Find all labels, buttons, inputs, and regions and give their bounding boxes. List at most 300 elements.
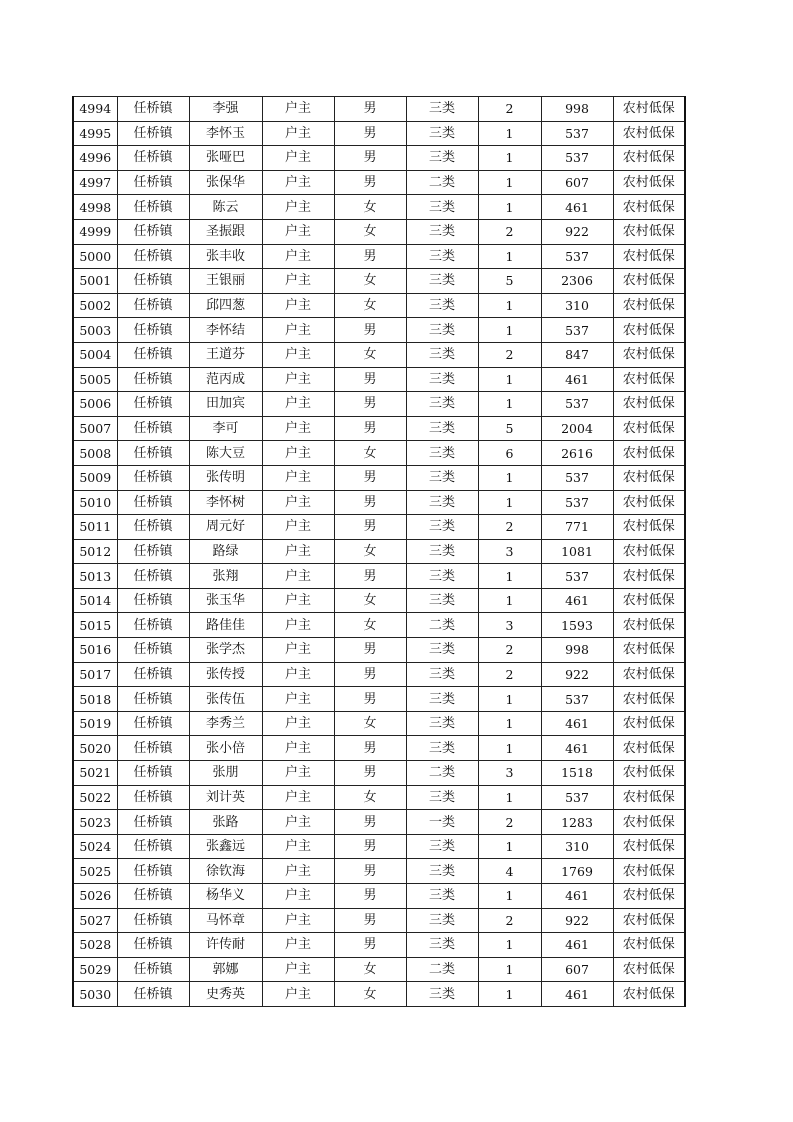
name-cell: 张保华 [189, 170, 262, 195]
town-cell: 任桥镇 [117, 588, 189, 613]
gender-cell: 男 [334, 810, 406, 835]
assistance-type-cell: 农村低保 [613, 810, 685, 835]
table-row [73, 219, 685, 244]
table-row [73, 146, 685, 171]
gender-cell: 男 [334, 490, 406, 515]
table-row [73, 244, 685, 269]
relation-cell: 户主 [262, 367, 334, 392]
amount-cell: 537 [541, 318, 613, 343]
gender-cell: 女 [334, 539, 406, 564]
household-size-cell: 1 [478, 244, 541, 269]
category-cell: 三类 [406, 195, 478, 220]
household-size-cell: 2 [478, 342, 541, 367]
category-cell: 三类 [406, 933, 478, 958]
name-cell: 李怀树 [189, 490, 262, 515]
gender-cell: 女 [334, 785, 406, 810]
gender-cell: 女 [334, 441, 406, 466]
category-cell: 三类 [406, 121, 478, 146]
assistance-type-cell: 农村低保 [613, 982, 685, 1007]
amount-cell: 537 [541, 687, 613, 712]
name-cell: 范丙成 [189, 367, 262, 392]
serial-number-cell: 5018 [73, 687, 117, 712]
category-cell: 二类 [406, 957, 478, 982]
name-cell: 王道芬 [189, 342, 262, 367]
household-size-cell: 1 [478, 957, 541, 982]
category-cell: 三类 [406, 441, 478, 466]
category-cell: 三类 [406, 465, 478, 490]
assistance-type-cell: 农村低保 [613, 170, 685, 195]
table-row [73, 859, 685, 884]
town-cell: 任桥镇 [117, 957, 189, 982]
name-cell: 张传伍 [189, 687, 262, 712]
name-cell: 陈云 [189, 195, 262, 220]
serial-number-cell: 5022 [73, 785, 117, 810]
assistance-type-cell: 农村低保 [613, 293, 685, 318]
table-row [73, 957, 685, 982]
gender-cell: 女 [334, 269, 406, 294]
table-row [73, 318, 685, 343]
category-cell: 三类 [406, 367, 478, 392]
name-cell: 王银丽 [189, 269, 262, 294]
town-cell: 任桥镇 [117, 293, 189, 318]
assistance-type-cell: 农村低保 [613, 785, 685, 810]
gender-cell: 女 [334, 195, 406, 220]
town-cell: 任桥镇 [117, 342, 189, 367]
relation-cell: 户主 [262, 933, 334, 958]
assistance-type-cell: 农村低保 [613, 367, 685, 392]
name-cell: 徐钦海 [189, 859, 262, 884]
amount-cell: 537 [541, 564, 613, 589]
assistance-type-cell: 农村低保 [613, 342, 685, 367]
relation-cell: 户主 [262, 859, 334, 884]
serial-number-cell: 5019 [73, 711, 117, 736]
amount-cell: 1283 [541, 810, 613, 835]
serial-number-cell: 5020 [73, 736, 117, 761]
gender-cell: 男 [334, 465, 406, 490]
name-cell: 张路 [189, 810, 262, 835]
category-cell: 三类 [406, 392, 478, 417]
household-size-cell: 1 [478, 687, 541, 712]
category-cell: 三类 [406, 785, 478, 810]
table-row [73, 293, 685, 318]
assistance-type-cell: 农村低保 [613, 638, 685, 663]
amount-cell: 537 [541, 785, 613, 810]
amount-cell: 2004 [541, 416, 613, 441]
relation-cell: 户主 [262, 121, 334, 146]
household-size-cell: 2 [478, 515, 541, 540]
table-row [73, 613, 685, 638]
name-cell: 张玉华 [189, 588, 262, 613]
serial-number-cell: 5013 [73, 564, 117, 589]
name-cell: 路佳佳 [189, 613, 262, 638]
amount-cell: 1518 [541, 761, 613, 786]
category-cell: 三类 [406, 662, 478, 687]
table-row [73, 170, 685, 195]
name-cell: 张哑巴 [189, 146, 262, 171]
town-cell: 任桥镇 [117, 834, 189, 859]
table-row [73, 908, 685, 933]
household-size-cell: 1 [478, 785, 541, 810]
relation-cell: 户主 [262, 957, 334, 982]
name-cell: 马怀章 [189, 908, 262, 933]
serial-number-cell: 5008 [73, 441, 117, 466]
assistance-type-cell: 农村低保 [613, 195, 685, 220]
relation-cell: 户主 [262, 711, 334, 736]
town-cell: 任桥镇 [117, 785, 189, 810]
table-row [73, 761, 685, 786]
amount-cell: 847 [541, 342, 613, 367]
relation-cell: 户主 [262, 810, 334, 835]
assistance-type-cell: 农村低保 [613, 711, 685, 736]
amount-cell: 537 [541, 465, 613, 490]
household-size-cell: 1 [478, 588, 541, 613]
household-size-cell: 1 [478, 392, 541, 417]
gender-cell: 男 [334, 392, 406, 417]
gender-cell: 男 [334, 367, 406, 392]
amount-cell: 998 [541, 97, 613, 122]
relation-cell: 户主 [262, 638, 334, 663]
amount-cell: 461 [541, 588, 613, 613]
serial-number-cell: 5030 [73, 982, 117, 1007]
relation-cell: 户主 [262, 687, 334, 712]
assistance-type-cell: 农村低保 [613, 121, 685, 146]
town-cell: 任桥镇 [117, 638, 189, 663]
serial-number-cell: 5025 [73, 859, 117, 884]
town-cell: 任桥镇 [117, 170, 189, 195]
table-row [73, 662, 685, 687]
assistance-type-cell: 农村低保 [613, 859, 685, 884]
gender-cell: 女 [334, 957, 406, 982]
category-cell: 三类 [406, 884, 478, 909]
amount-cell: 922 [541, 908, 613, 933]
gender-cell: 男 [334, 170, 406, 195]
household-size-cell: 1 [478, 711, 541, 736]
assistance-type-cell: 农村低保 [613, 908, 685, 933]
town-cell: 任桥镇 [117, 465, 189, 490]
category-cell: 三类 [406, 146, 478, 171]
name-cell: 李怀结 [189, 318, 262, 343]
amount-cell: 537 [541, 392, 613, 417]
amount-cell: 1769 [541, 859, 613, 884]
category-cell: 三类 [406, 342, 478, 367]
gender-cell: 男 [334, 121, 406, 146]
assistance-type-cell: 农村低保 [613, 736, 685, 761]
town-cell: 任桥镇 [117, 269, 189, 294]
category-cell: 一类 [406, 810, 478, 835]
assistance-type-cell: 农村低保 [613, 416, 685, 441]
serial-number-cell: 5014 [73, 588, 117, 613]
amount-cell: 461 [541, 367, 613, 392]
name-cell: 圣振跟 [189, 219, 262, 244]
gender-cell: 男 [334, 736, 406, 761]
town-cell: 任桥镇 [117, 662, 189, 687]
household-size-cell: 2 [478, 97, 541, 122]
serial-number-cell: 5001 [73, 269, 117, 294]
amount-cell: 461 [541, 195, 613, 220]
name-cell: 张学杰 [189, 638, 262, 663]
name-cell: 许传耐 [189, 933, 262, 958]
serial-number-cell: 5011 [73, 515, 117, 540]
serial-number-cell: 5029 [73, 957, 117, 982]
household-size-cell: 1 [478, 121, 541, 146]
relief-roster-table [72, 96, 686, 1007]
amount-cell: 310 [541, 834, 613, 859]
name-cell: 史秀英 [189, 982, 262, 1007]
relation-cell: 户主 [262, 195, 334, 220]
town-cell: 任桥镇 [117, 441, 189, 466]
town-cell: 任桥镇 [117, 97, 189, 122]
table-row [73, 834, 685, 859]
serial-number-cell: 5027 [73, 908, 117, 933]
household-size-cell: 1 [478, 982, 541, 1007]
name-cell: 邱四葱 [189, 293, 262, 318]
relation-cell: 户主 [262, 982, 334, 1007]
household-size-cell: 1 [478, 170, 541, 195]
gender-cell: 男 [334, 318, 406, 343]
assistance-type-cell: 农村低保 [613, 441, 685, 466]
gender-cell: 男 [334, 933, 406, 958]
gender-cell: 男 [334, 515, 406, 540]
relation-cell: 户主 [262, 441, 334, 466]
town-cell: 任桥镇 [117, 219, 189, 244]
serial-number-cell: 5015 [73, 613, 117, 638]
category-cell: 三类 [406, 859, 478, 884]
household-size-cell: 1 [478, 318, 541, 343]
gender-cell: 女 [334, 342, 406, 367]
name-cell: 李可 [189, 416, 262, 441]
amount-cell: 461 [541, 884, 613, 909]
category-cell: 三类 [406, 687, 478, 712]
household-size-cell: 1 [478, 736, 541, 761]
category-cell: 三类 [406, 539, 478, 564]
amount-cell: 461 [541, 933, 613, 958]
household-size-cell: 1 [478, 195, 541, 220]
amount-cell: 537 [541, 490, 613, 515]
town-cell: 任桥镇 [117, 318, 189, 343]
gender-cell: 男 [334, 146, 406, 171]
town-cell: 任桥镇 [117, 908, 189, 933]
serial-number-cell: 5028 [73, 933, 117, 958]
category-cell: 三类 [406, 318, 478, 343]
category-cell: 三类 [406, 564, 478, 589]
name-cell: 郭娜 [189, 957, 262, 982]
category-cell: 三类 [406, 908, 478, 933]
name-cell: 张传授 [189, 662, 262, 687]
serial-number-cell: 5000 [73, 244, 117, 269]
assistance-type-cell: 农村低保 [613, 761, 685, 786]
table-row [73, 711, 685, 736]
town-cell: 任桥镇 [117, 859, 189, 884]
serial-number-cell: 5002 [73, 293, 117, 318]
table-row [73, 195, 685, 220]
gender-cell: 男 [334, 908, 406, 933]
relation-cell: 户主 [262, 515, 334, 540]
town-cell: 任桥镇 [117, 564, 189, 589]
relation-cell: 户主 [262, 662, 334, 687]
table-row [73, 933, 685, 958]
serial-number-cell: 5021 [73, 761, 117, 786]
amount-cell: 607 [541, 170, 613, 195]
assistance-type-cell: 农村低保 [613, 490, 685, 515]
name-cell: 周元好 [189, 515, 262, 540]
serial-number-cell: 5007 [73, 416, 117, 441]
gender-cell: 男 [334, 761, 406, 786]
name-cell: 杨华义 [189, 884, 262, 909]
relation-cell: 户主 [262, 884, 334, 909]
relation-cell: 户主 [262, 564, 334, 589]
serial-number-cell: 4998 [73, 195, 117, 220]
gender-cell: 男 [334, 859, 406, 884]
gender-cell: 女 [334, 293, 406, 318]
category-cell: 二类 [406, 613, 478, 638]
table-row [73, 416, 685, 441]
name-cell: 张丰收 [189, 244, 262, 269]
amount-cell: 2306 [541, 269, 613, 294]
name-cell: 张鑫远 [189, 834, 262, 859]
relation-cell: 户主 [262, 490, 334, 515]
category-cell: 三类 [406, 982, 478, 1007]
gender-cell: 男 [334, 834, 406, 859]
relation-cell: 户主 [262, 342, 334, 367]
town-cell: 任桥镇 [117, 761, 189, 786]
gender-cell: 女 [334, 588, 406, 613]
household-size-cell: 1 [478, 884, 541, 909]
relation-cell: 户主 [262, 244, 334, 269]
assistance-type-cell: 农村低保 [613, 687, 685, 712]
table-row [73, 785, 685, 810]
town-cell: 任桥镇 [117, 736, 189, 761]
category-cell: 三类 [406, 490, 478, 515]
name-cell: 李强 [189, 97, 262, 122]
relation-cell: 户主 [262, 318, 334, 343]
table-row [73, 490, 685, 515]
household-size-cell: 2 [478, 810, 541, 835]
name-cell: 张翔 [189, 564, 262, 589]
household-size-cell: 5 [478, 416, 541, 441]
household-size-cell: 1 [478, 465, 541, 490]
amount-cell: 771 [541, 515, 613, 540]
town-cell: 任桥镇 [117, 982, 189, 1007]
table-row [73, 441, 685, 466]
relation-cell: 户主 [262, 269, 334, 294]
relation-cell: 户主 [262, 392, 334, 417]
relation-cell: 户主 [262, 834, 334, 859]
town-cell: 任桥镇 [117, 711, 189, 736]
category-cell: 三类 [406, 834, 478, 859]
amount-cell: 2616 [541, 441, 613, 466]
amount-cell: 537 [541, 244, 613, 269]
category-cell: 二类 [406, 170, 478, 195]
household-size-cell: 2 [478, 662, 541, 687]
name-cell: 李秀兰 [189, 711, 262, 736]
serial-number-cell: 5012 [73, 539, 117, 564]
serial-number-cell: 5005 [73, 367, 117, 392]
amount-cell: 922 [541, 219, 613, 244]
relation-cell: 户主 [262, 785, 334, 810]
household-size-cell: 2 [478, 908, 541, 933]
category-cell: 三类 [406, 219, 478, 244]
name-cell: 李怀玉 [189, 121, 262, 146]
amount-cell: 537 [541, 121, 613, 146]
name-cell: 刘计英 [189, 785, 262, 810]
assistance-type-cell: 农村低保 [613, 97, 685, 122]
relation-cell: 户主 [262, 588, 334, 613]
table-body [73, 97, 685, 1007]
assistance-type-cell: 农村低保 [613, 933, 685, 958]
table-row [73, 687, 685, 712]
gender-cell: 男 [334, 638, 406, 663]
category-cell: 三类 [406, 515, 478, 540]
household-size-cell: 1 [478, 293, 541, 318]
name-cell: 张小倍 [189, 736, 262, 761]
relation-cell: 户主 [262, 293, 334, 318]
household-size-cell: 3 [478, 761, 541, 786]
relation-cell: 户主 [262, 170, 334, 195]
town-cell: 任桥镇 [117, 392, 189, 417]
town-cell: 任桥镇 [117, 367, 189, 392]
category-cell: 三类 [406, 736, 478, 761]
assistance-type-cell: 农村低保 [613, 244, 685, 269]
table-row [73, 884, 685, 909]
name-cell: 路绿 [189, 539, 262, 564]
gender-cell: 男 [334, 884, 406, 909]
relation-cell: 户主 [262, 146, 334, 171]
amount-cell: 1593 [541, 613, 613, 638]
table-row [73, 367, 685, 392]
table-row [73, 97, 685, 122]
assistance-type-cell: 农村低保 [613, 834, 685, 859]
assistance-type-cell: 农村低保 [613, 957, 685, 982]
assistance-type-cell: 农村低保 [613, 588, 685, 613]
relation-cell: 户主 [262, 761, 334, 786]
household-size-cell: 1 [478, 490, 541, 515]
category-cell: 三类 [406, 97, 478, 122]
table-row [73, 342, 685, 367]
town-cell: 任桥镇 [117, 490, 189, 515]
amount-cell: 537 [541, 146, 613, 171]
household-size-cell: 2 [478, 638, 541, 663]
table-row [73, 638, 685, 663]
household-size-cell: 4 [478, 859, 541, 884]
table-row [73, 564, 685, 589]
household-size-cell: 3 [478, 539, 541, 564]
category-cell: 三类 [406, 269, 478, 294]
town-cell: 任桥镇 [117, 810, 189, 835]
serial-number-cell: 5023 [73, 810, 117, 835]
assistance-type-cell: 农村低保 [613, 318, 685, 343]
table-row [73, 810, 685, 835]
relation-cell: 户主 [262, 97, 334, 122]
assistance-type-cell: 农村低保 [613, 662, 685, 687]
household-size-cell: 5 [478, 269, 541, 294]
household-size-cell: 1 [478, 564, 541, 589]
town-cell: 任桥镇 [117, 933, 189, 958]
assistance-type-cell: 农村低保 [613, 269, 685, 294]
household-size-cell: 1 [478, 367, 541, 392]
table-row [73, 539, 685, 564]
town-cell: 任桥镇 [117, 884, 189, 909]
serial-number-cell: 4999 [73, 219, 117, 244]
relation-cell: 户主 [262, 736, 334, 761]
gender-cell: 男 [334, 564, 406, 589]
serial-number-cell: 5010 [73, 490, 117, 515]
assistance-type-cell: 农村低保 [613, 564, 685, 589]
amount-cell: 461 [541, 711, 613, 736]
assistance-type-cell: 农村低保 [613, 613, 685, 638]
assistance-type-cell: 农村低保 [613, 146, 685, 171]
relation-cell: 户主 [262, 908, 334, 933]
town-cell: 任桥镇 [117, 539, 189, 564]
